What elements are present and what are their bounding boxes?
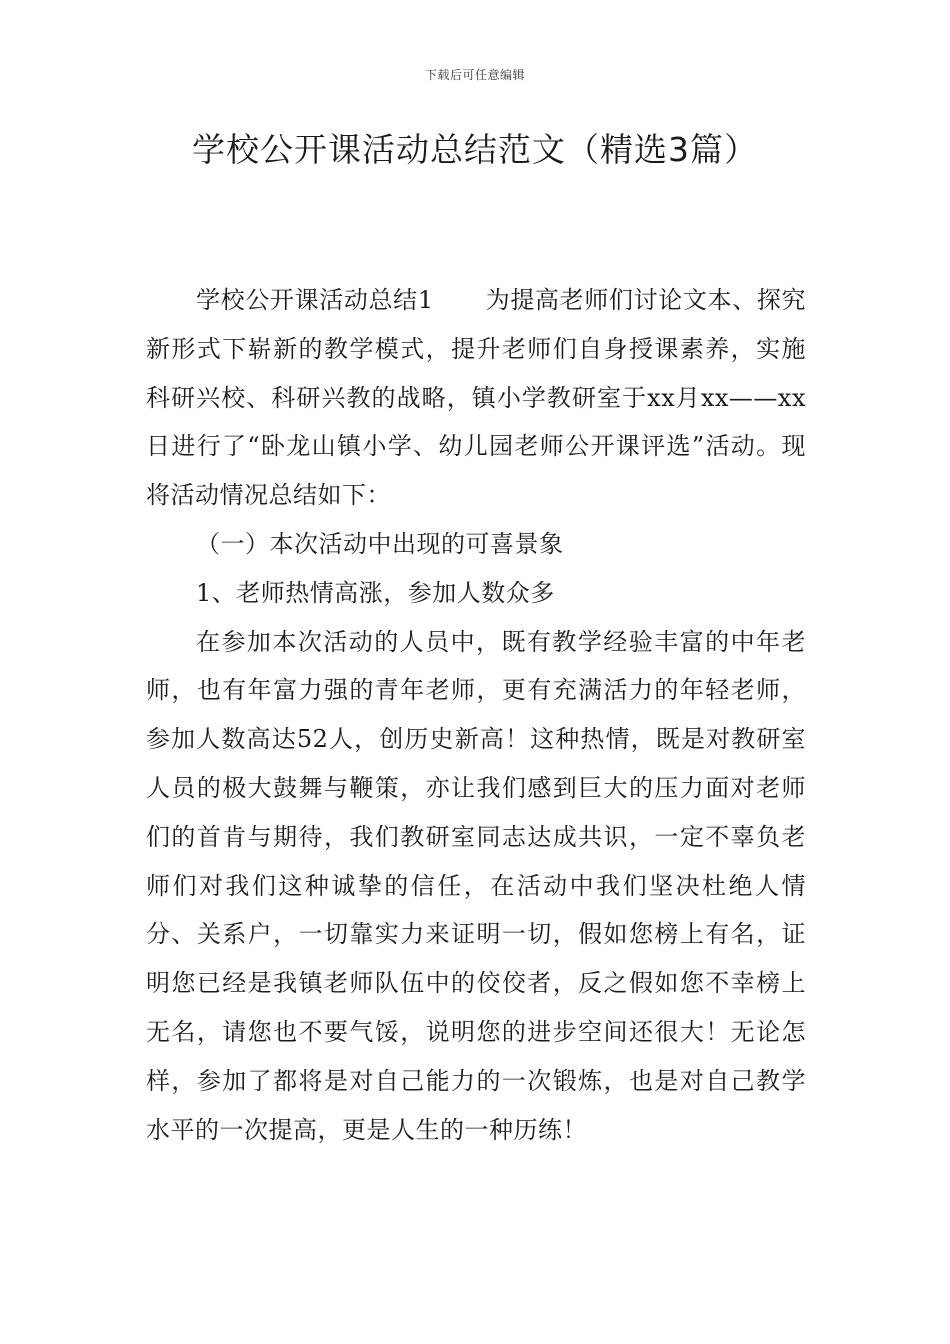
heading-level-2: 1、老师热情高涨，参加人数众多 xyxy=(196,578,555,607)
intro-text: 为提高老师们讨论文本、探究新形式下崭新的教学模式，提升老师们自身授课素养，实施科研兴校、科研兴教的战略，镇小学教研室于xx月xx——xx日进行了“卧龙山镇小学、幼儿园老师公开课评选”活动。现将活动情况总结如下： xyxy=(146,286,806,510)
intro-paragraph xyxy=(146,276,806,520)
section-label: 学校公开课活动总结1 xyxy=(196,286,434,314)
heading-level-1: （一）本次活动中出现的可喜景象 xyxy=(196,529,564,558)
body-paragraph: 在参加本次活动的人员中，既有教学经验丰富的中年老师，也有年富力强的青年老师，更有充满活力的年轻老师，参加人数高达52人，创历史新高！这种热情，既是对教研室人员的极大鼓舞与鞭策，亦让我们感到巨大的压力面对老师们的首肯与期待，我们教研室同志达成共识，一定不辜负老师们对我们这种诚挚的信任，在活动中我们坚决杜绝人情分、关系户，一切靠实力来证明一切，假如您榜上有名，证明您已经是我镇老师队伍中的佼佼者，反之假如您不幸榜上无名，请您也不要气馁，说明您的进步空间还很大！无论怎样，参加了都将是对自己能力的一次锻炼，也是对自己教学水平的一次提高，更是人生的一种历练！ xyxy=(146,627,806,1144)
document-body xyxy=(146,276,806,1154)
header-note: 下载后可任意编辑 xyxy=(424,68,525,82)
document-title: 学校公开课活动总结范文（精选3篇） xyxy=(192,130,758,169)
